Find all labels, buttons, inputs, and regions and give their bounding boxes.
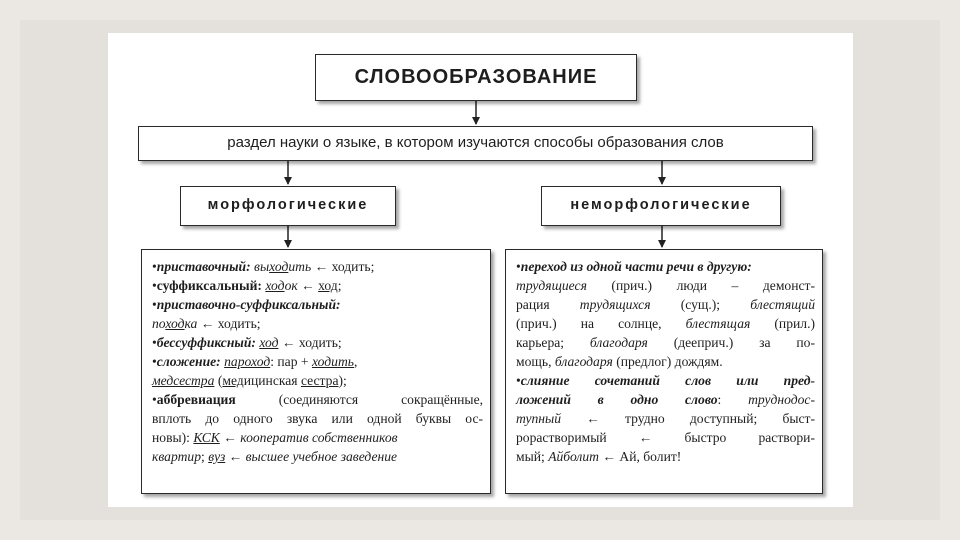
description-text: (прил.) — [774, 316, 815, 331]
source-word: ходить; — [298, 335, 342, 350]
list-item-continuation — [152, 314, 483, 333]
definition-box: раздел науки о языке, в котором изучаются способы образования слов — [138, 126, 813, 161]
source-word: (медицинская сестра); — [217, 373, 347, 388]
description-text: новы): — [152, 430, 190, 445]
example-word: медсестра — [152, 373, 215, 388]
example-word: трудящиеся — [516, 278, 587, 293]
source-word: квартир — [152, 449, 201, 464]
list-item — [516, 257, 815, 276]
description-text: (дееприч.) за по- — [673, 335, 815, 350]
category-nonmorphological: неморфологические — [541, 186, 781, 226]
bullet-icon: • — [152, 278, 157, 293]
description-text: : — [717, 392, 722, 407]
example-word: ходок — [265, 278, 298, 293]
term-no-suffix: бессуффиксный: — [156, 335, 256, 350]
arrow-icon: ← — [200, 316, 215, 331]
term-abbreviation: аббревиация — [156, 392, 236, 407]
diagram-slide — [108, 33, 853, 507]
arrow-icon: ← — [586, 411, 600, 426]
list-item-continuation — [516, 390, 815, 409]
list-item-continuation — [516, 314, 815, 333]
bullet-icon: • — [152, 335, 157, 350]
example-word: блестящий — [750, 297, 816, 312]
description-text: (предлог) дождям. — [616, 354, 723, 369]
term-prefix: приставочный: — [156, 259, 251, 274]
title-box: СЛОВООБРАЗОВАНИЕ — [315, 54, 637, 101]
description-text: быст- — [782, 411, 815, 426]
term-prefix-suffix: приставочно-суффиксальный: — [156, 297, 341, 312]
example-word: труднодос- — [748, 392, 815, 407]
example-word: пароход — [224, 354, 271, 369]
list-item-continuation — [516, 333, 815, 352]
source-word: ход; — [318, 278, 342, 293]
list-item — [152, 333, 483, 352]
source-word: Ай, болит! — [619, 449, 682, 464]
source-word: мый; — [516, 449, 545, 464]
arrow-icon: ← — [223, 430, 237, 445]
description-text: (прич.) на солнце, — [516, 316, 662, 331]
description-text: вплоть до одного звука или одной буквы ос- — [152, 411, 483, 426]
bullet-icon: • — [152, 392, 157, 407]
description-text: карьера; — [516, 335, 565, 350]
example-word: ход — [259, 335, 279, 350]
nonmorphological-list — [505, 249, 823, 494]
example-word: выходить — [254, 259, 312, 274]
list-item — [516, 371, 815, 390]
arrow-icon: ← — [301, 278, 315, 293]
category-morphological: морфологические — [180, 186, 396, 226]
morphological-list — [141, 249, 491, 494]
list-item — [152, 276, 483, 295]
list-item-continuation — [152, 371, 483, 390]
description-text: мощь, — [516, 354, 552, 369]
arrow-icon: ← — [602, 449, 616, 464]
list-item-continuation — [516, 352, 815, 371]
term-compounding: сложение: — [156, 354, 221, 369]
example-word: благодаря — [589, 335, 648, 350]
list-item-continuation — [152, 409, 483, 428]
source-word: : пар + ходить, — [270, 354, 358, 369]
list-item-continuation — [516, 295, 815, 314]
list-item-continuation — [516, 276, 815, 295]
list-item-continuation — [152, 428, 483, 447]
example-word: тупный — [516, 411, 562, 426]
source-word: ходить; — [217, 316, 261, 331]
arrow-icon: ← — [314, 259, 329, 274]
description-text: рация — [516, 297, 550, 312]
example-word: Айболит — [548, 449, 599, 464]
term-merging: слияние сочетаний слов или пред- — [520, 373, 815, 388]
term-suffix: суффиксальный: — [156, 278, 262, 293]
description-text: (соединяются сокращённые, — [278, 392, 483, 407]
arrow-icon: ← — [638, 430, 653, 445]
arrow-icon: ← — [281, 335, 296, 350]
list-item-continuation — [516, 409, 815, 428]
example-word: КСК — [193, 430, 220, 445]
list-item — [152, 295, 483, 314]
list-item-continuation: квартир; вуз ← высшее учебное заведение — [152, 449, 398, 464]
example-word: благодаря — [554, 354, 613, 369]
list-item-continuation — [516, 428, 815, 447]
list-item — [152, 390, 483, 409]
description-text: (сущ.); — [680, 297, 721, 312]
bullet-icon: • — [516, 373, 521, 388]
example-word: вуз — [208, 449, 226, 464]
arrow-icon: ← — [228, 449, 243, 464]
list-item — [152, 257, 483, 276]
bullet-icon: • — [152, 354, 157, 369]
source-word: ходить; — [331, 259, 375, 274]
list-item — [152, 352, 483, 371]
source-word: кооператив собственников — [240, 430, 398, 445]
term-merging: ложений в одно слово — [516, 392, 718, 407]
description-text: (прич.) люди – демонст- — [611, 278, 815, 293]
example-word: трудящихся — [579, 297, 651, 312]
source-word: трудно доступный; — [625, 411, 758, 426]
source-word: быстро раствори- — [684, 430, 815, 445]
bullet-icon: • — [152, 259, 157, 274]
example-word: блестящая — [685, 316, 751, 331]
bullet-icon: • — [516, 259, 521, 274]
source-word: высшее учебное заведение — [245, 449, 398, 464]
term-conversion: переход из одной части речи в другую: — [520, 259, 752, 274]
example-word: походка — [152, 316, 198, 331]
list-item-continuation — [516, 447, 815, 466]
example-word: рорастворимый — [516, 430, 607, 445]
bullet-icon: • — [152, 297, 157, 312]
